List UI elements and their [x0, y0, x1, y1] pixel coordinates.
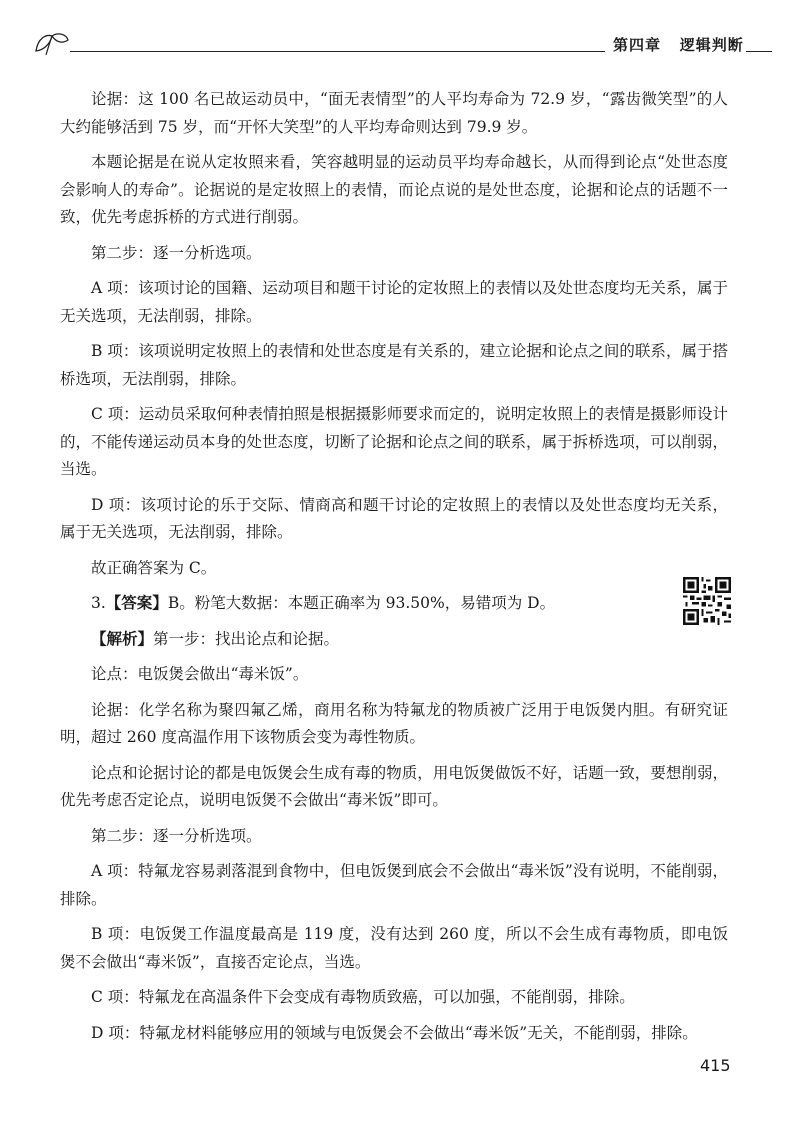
paragraph-option-a: A 项：该项讨论的国籍、运动项目和题干讨论的定妆照上的表情以及处世态度均无关系，属于无关选项，无法削弱，排除。 [60, 279, 728, 325]
paragraph-option-c-2: C 项：特氟龙在高温条件下会变成有毒物质致癌，可以加强，不能削弱，排除。 [91, 988, 635, 1006]
question-number: 3. [91, 594, 106, 612]
analysis-text: 第一步：找出论点和论据。 [153, 629, 340, 648]
analysis-tag: 【解析】 [91, 629, 154, 648]
answer-text: B。粉笔大数据：本题正确率为 93.50%，易错项为 D。 [167, 594, 556, 612]
chapter-label: 第四章 [613, 36, 662, 54]
paragraph-step-two: 第二步：逐一分析选项。 [91, 243, 262, 262]
chapter-title [613, 34, 744, 55]
sprout-leaf-icon [32, 30, 72, 56]
paragraph-option-d-2: D 项：特氟龙材料能够应用的领域与电饭煲会不会做出“毒米饭”无关，不能削弱，排除。 [91, 1023, 698, 1042]
question-3-analysis [60, 626, 728, 654]
paragraph-evidence-2: 论据：化学名称为聚四氟乙烯，商用名称为特氟龙的物质被广泛用于电饭煲内胆。有研究证明，超过 260 度高温作用下该物质会变为毒性物质。 [60, 700, 728, 746]
paragraph-conclusion: 故正确答案为 C。 [91, 558, 217, 577]
answer-tag: 【答案】 [105, 594, 168, 612]
page-body [60, 86, 728, 1047]
paragraph-option-b: B 项：该项说明定妆照上的表情和处世态度是有关系的，建立论据和论点之间的联系，属于搭桥选项，无法削弱，排除。 [60, 342, 728, 388]
paragraph-reasoning: 本题论据是在说从定妆照来看，笑容越明显的运动员平均寿命越长，从而得到论点“处世态度会影响人的寿命”。论据说的是定妆照上的表情，而论点说的是处世态度，论据和论点的话题不一致，优先考虑拆桥的方式进行削弱。 [60, 153, 728, 226]
page-number: 415 [700, 1056, 731, 1075]
header-rule-right [746, 51, 772, 52]
paragraph-evidence: 论据：这 100 名已故运动员中，“面无表情型”的人平均寿命为 72.9 岁，“露齿微笑型”的人大约能够活到 75 岁，而“开怀大笑型”的人平均寿命则达到 79.9 岁。 [60, 90, 728, 136]
question-3-answer [60, 590, 728, 618]
paragraph-reasoning-2: 论点和论据讨论的都是电饭煲会生成有毒的物质，用电饭煲做饭不好，话题一致，要想削弱，优先考虑否定论点，说明电饭煲不会做出“毒米饭”即可。 [60, 763, 728, 809]
paragraph-option-c: C 项：运动员采取何种表情拍照是根据摄影师要求而定的，说明定妆照上的表情是摄影师设计的，不能传递运动员本身的处世态度，切断了论据和论点之间的联系，属于拆桥选项，可以削弱，当选。 [60, 405, 728, 478]
paragraph-claim: 论点：电饭煲会做出“毒米饭”。 [91, 665, 309, 683]
paragraph-option-b-2: B 项：电饭煲工作温度最高是 119 度，没有达到 260 度，所以不会生成有毒物质，即电饭煲不会做出“毒米饭”，直接否定论点，当选。 [60, 925, 728, 971]
running-header [28, 30, 772, 56]
paragraph-option-a-2: A 项：特氟龙容易剥落混到食物中，但电饭煲到底会不会做出“毒米饭”没有说明，不能削弱，排除。 [60, 862, 728, 908]
paragraph-step-two-2: 第二步：逐一分析选项。 [91, 826, 262, 845]
qr-code-icon[interactable] [683, 577, 731, 625]
paragraph-option-d: D 项：该项讨论的乐于交际、情商高和题干讨论的定妆照上的表情以及处世态度均无关系，属于无关选项，无法削弱，排除。 [60, 495, 728, 541]
header-rule-left [70, 51, 605, 52]
section-label: 逻辑判断 [679, 36, 744, 54]
